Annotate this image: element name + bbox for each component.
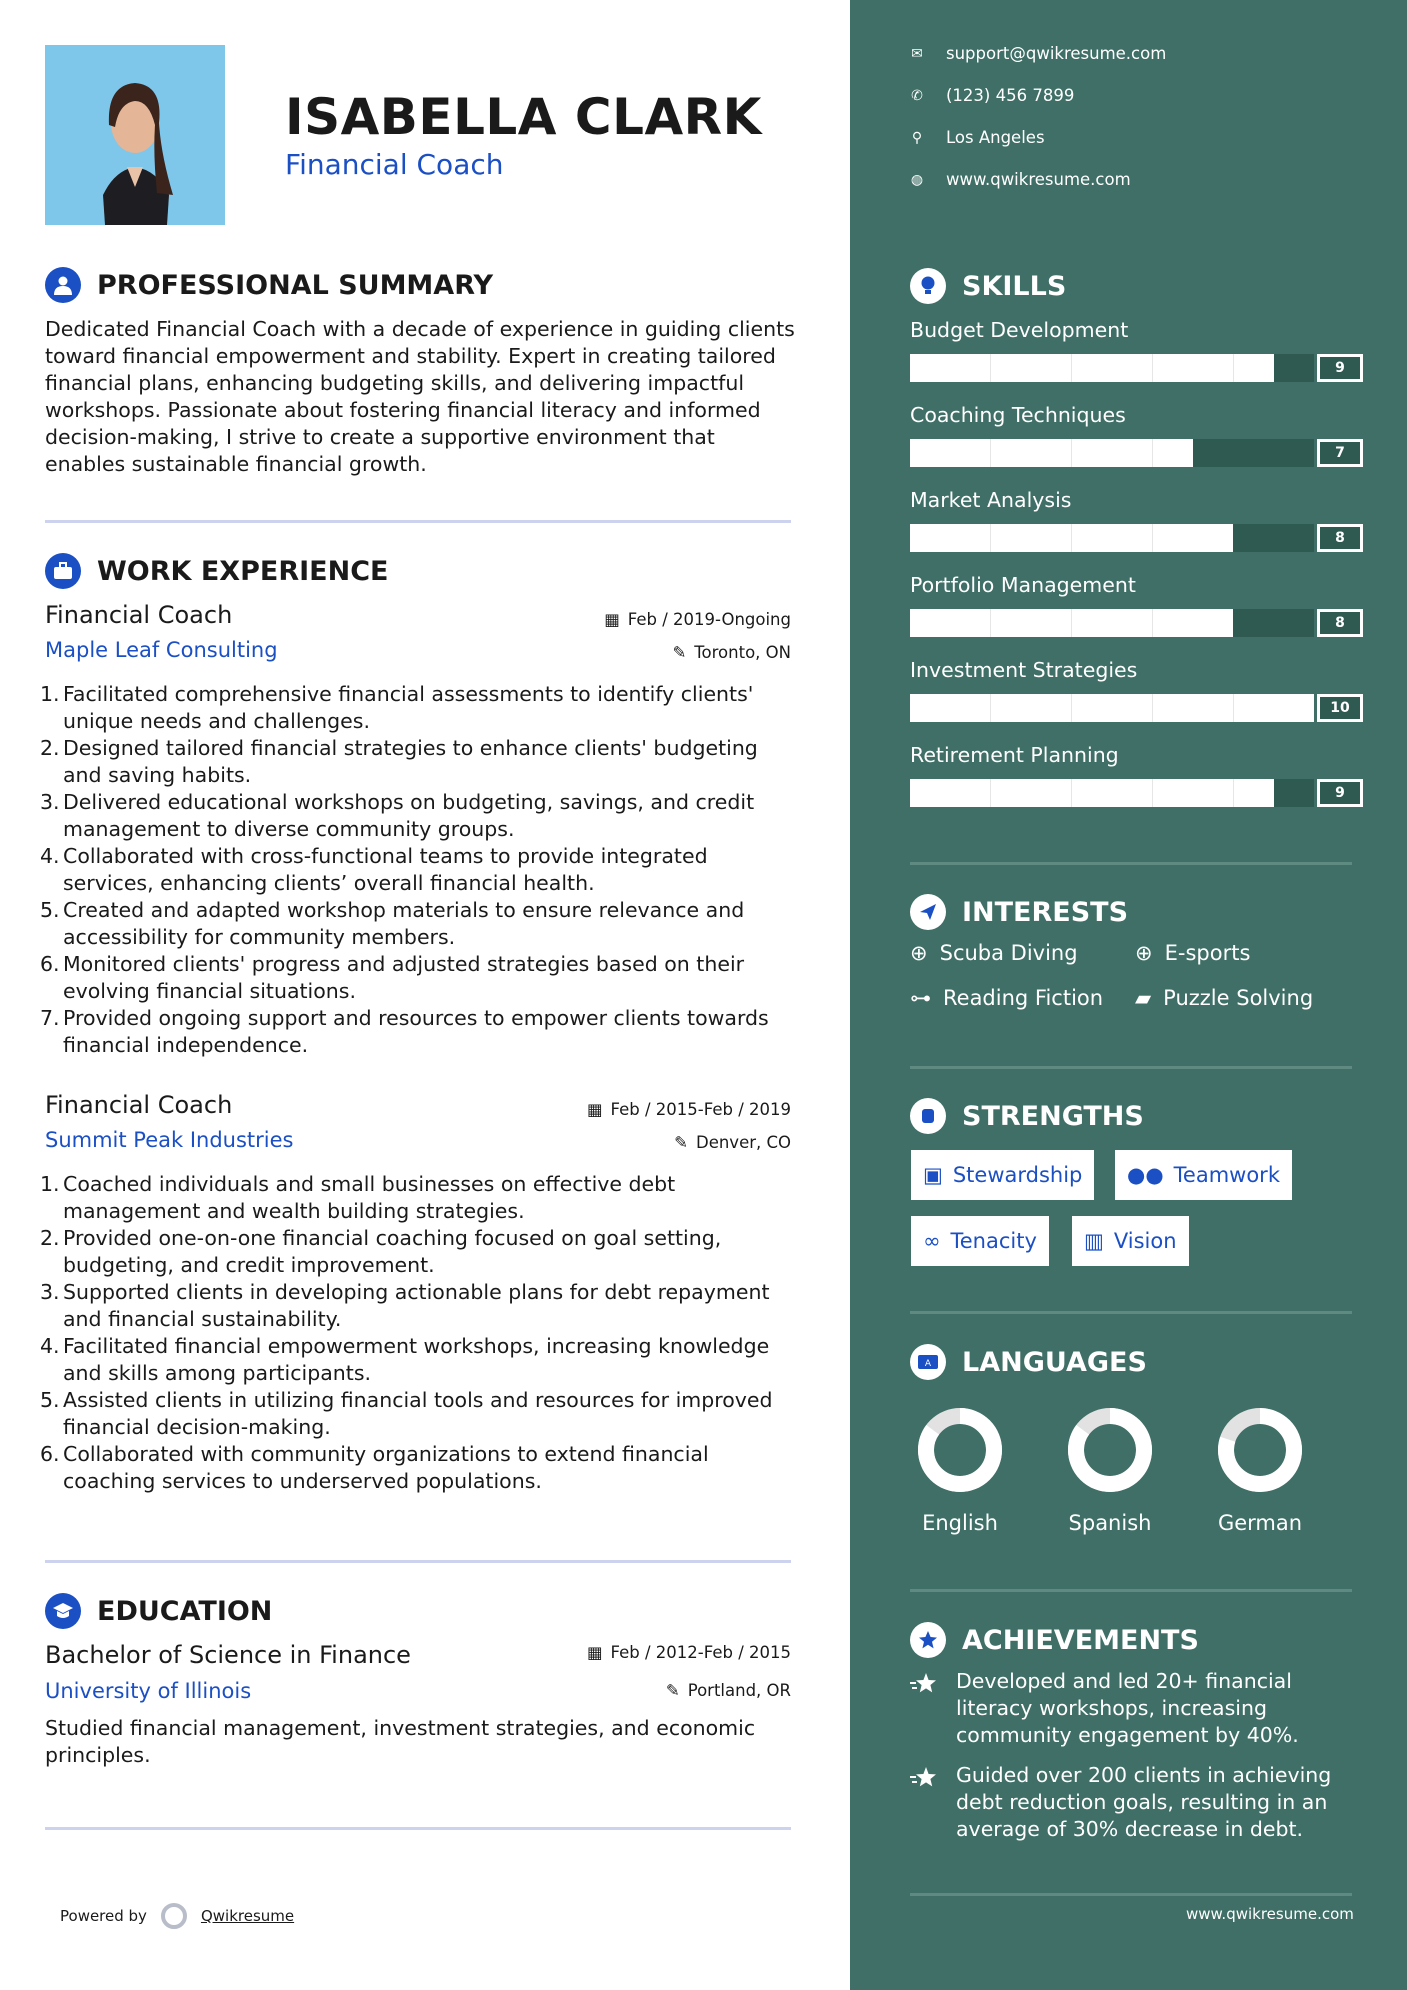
language-donut — [1215, 1405, 1305, 1495]
list-item: Assisted clients in utilizing financial tools and resources for improved financial decision-making. — [63, 1388, 773, 1439]
lightbulb-icon — [910, 268, 946, 304]
star-badge-icon — [910, 1622, 946, 1658]
skills-header — [910, 268, 1066, 304]
list-item: Coached individuals and small businesses on effective debt management and wealth building strategies. — [63, 1172, 676, 1223]
life-ring-icon: ⊕ — [910, 941, 928, 965]
list-item: Facilitated comprehensive financial assessments to identify clients' unique needs and challenges. — [63, 682, 754, 733]
skill-score: 10 — [1317, 694, 1363, 722]
job-duties — [45, 681, 795, 1059]
skill-name: Market Analysis — [910, 488, 1072, 512]
language-donut — [915, 1405, 1005, 1495]
education-header — [45, 1593, 272, 1629]
divider — [910, 1893, 1352, 1896]
achievements-header — [910, 1622, 1199, 1658]
strengths-heading: STRENGTHS — [962, 1100, 1144, 1132]
skill-name: Budget Development — [910, 318, 1129, 342]
job-company: Summit Peak Industries — [45, 1128, 294, 1152]
map-marker-icon: ⚲ — [911, 129, 923, 146]
pin-icon: ✎ — [665, 1681, 680, 1700]
summary-heading: PROFESSIONAL SUMMARY — [97, 269, 494, 301]
graduation-icon — [45, 1593, 81, 1629]
interest-item: ▰ Puzzle Solving — [1135, 986, 1314, 1010]
skill-score: 9 — [1317, 354, 1363, 382]
list-item: Monitored clients' progress and adjusted strategies based on their evolving financial situations. — [63, 952, 745, 1003]
contact-location — [910, 128, 1045, 147]
education-heading: EDUCATION — [97, 1595, 273, 1627]
powered-by-label: Powered by — [60, 1907, 147, 1925]
contact-phone[interactable] — [910, 86, 1074, 105]
sidebar — [850, 0, 1407, 1990]
pin-icon: ✎ — [672, 643, 687, 662]
job-company: Maple Leaf Consulting — [45, 638, 278, 662]
job-location: ✎ Toronto, ON — [672, 643, 791, 662]
summary-text: Dedicated Financial Coach with a decade of experience in guiding clients toward financial empowerment and stability. Expert in creating tailored financial plans, enhancing budgeting skills, and delivering impactful workshops. Passionate about fostering financial literacy and informed decision-making, I strive to create a supportive environment that enables sustainable financial growth. — [45, 317, 795, 476]
divider — [45, 1827, 791, 1830]
list-item: Provided one-on-one financial coaching focused on goal setting, budgeting, and credit improvement. — [63, 1226, 722, 1277]
skill-name: Investment Strategies — [910, 658, 1138, 682]
calendar-icon: ▦ — [586, 1643, 603, 1662]
phone-text: (123) 456 7899 — [946, 86, 1075, 105]
profile-photo — [45, 45, 225, 225]
interests-heading: INTERESTS — [962, 896, 1129, 928]
calendar-icon: ▦ — [586, 1100, 603, 1119]
brand-link[interactable]: Qwikresume — [200, 1907, 295, 1925]
skill-name: Portfolio Management — [910, 573, 1136, 597]
skills-heading: SKILLS — [962, 270, 1067, 302]
briefcase-icon — [45, 553, 81, 589]
candidate-title: Financial Coach — [285, 148, 504, 181]
user-icon — [45, 267, 81, 303]
skill-bar — [910, 694, 1314, 722]
book-icon: ▰ — [1135, 986, 1152, 1010]
users-icon: ●● — [1127, 1163, 1164, 1187]
strength-tag: ●● Teamwork — [1115, 1150, 1292, 1200]
list-item: Delivered educational workshops on budgeting, savings, and credit management to diverse community groups. — [63, 790, 755, 841]
achievement-item: Guided over 200 clients in achieving debt reduction goals, resulting in an average of 30% decrease in debt. — [910, 1762, 1360, 1843]
binoculars-icon: ▥ — [1084, 1229, 1104, 1253]
job-duties — [45, 1171, 795, 1495]
job-location: ✎ Denver, CO — [674, 1133, 791, 1152]
list-item: Designed tailored financial strategies to enhance clients' budgeting and saving habits. — [63, 736, 758, 787]
star-icon — [910, 1668, 940, 1749]
interest-item: ⊕ Scuba Diving — [910, 941, 1078, 965]
job-dates: ▦ Feb / 2019-Ongoing — [604, 610, 791, 629]
achievement-item: Developed and led 20+ financial literacy workshops, increasing community engagement by 40%. — [910, 1668, 1360, 1749]
contact-email[interactable] — [910, 44, 1166, 63]
link-icon: ∞ — [923, 1229, 941, 1253]
languages-header — [910, 1344, 1147, 1380]
fist-icon — [910, 1098, 946, 1134]
divider — [910, 862, 1352, 865]
skill-score: 8 — [1317, 524, 1363, 552]
location-text: Los Angeles — [946, 128, 1045, 147]
skill-bar — [910, 779, 1314, 807]
skill-bar — [910, 354, 1314, 382]
language-icon — [910, 1344, 946, 1380]
interest-item: ⊶ Reading Fiction — [910, 986, 1104, 1010]
skill-bar-fill — [910, 354, 1274, 382]
list-item: Supported clients in developing actionable plans for debt repayment and financial sustainability. — [63, 1280, 770, 1331]
strengths-header — [910, 1098, 1144, 1134]
achievements-heading: ACHIEVEMENTS — [962, 1624, 1199, 1656]
divider — [910, 1066, 1352, 1069]
skill-bar-fill — [910, 609, 1233, 637]
job-dates: ▦ Feb / 2015-Feb / 2019 — [586, 1100, 791, 1119]
svg-text:A: A — [924, 1359, 932, 1369]
star-icon — [910, 1762, 940, 1843]
education-location: ✎ Portland, OR — [665, 1681, 791, 1700]
strength-tag: ▣ Stewardship — [911, 1150, 1094, 1200]
list-item: Collaborated with cross-functional teams to provide integrated services, enhancing clients’ overall financial health. — [63, 844, 708, 895]
language-donut — [1065, 1405, 1155, 1495]
language-name: German — [1217, 1511, 1303, 1535]
gamepad-icon: ⊶ — [910, 986, 931, 1010]
email-text: support@qwikresume.com — [946, 44, 1167, 63]
language-item — [1195, 1405, 1325, 1535]
website-text: www.qwikresume.com — [946, 170, 1131, 189]
experience-heading: WORK EXPERIENCE — [97, 555, 389, 587]
skill-bar — [910, 524, 1314, 552]
skill-name: Coaching Techniques — [910, 403, 1126, 427]
powered-by — [60, 1903, 294, 1929]
footer-url[interactable]: www.qwikresume.com — [1186, 1905, 1354, 1923]
skill-score: 9 — [1317, 779, 1363, 807]
contact-website[interactable] — [910, 170, 1131, 189]
list-item: Facilitated financial empowerment workshops, increasing knowledge and skills among participants. — [63, 1334, 770, 1385]
calendar-icon: ▦ — [604, 610, 620, 629]
list-item: Provided ongoing support and resources to empower clients towards financial independence. — [63, 1006, 769, 1057]
strength-tag: ∞ Tenacity — [911, 1216, 1049, 1266]
skill-bar-fill — [910, 524, 1233, 552]
skill-bar — [910, 439, 1314, 467]
interest-item: ⊕ E-sports — [1135, 941, 1251, 965]
paper-plane-icon — [910, 894, 946, 930]
education-dates: ▦ Feb / 2012-Feb / 2015 — [586, 1643, 791, 1662]
skill-bar-fill — [910, 439, 1193, 467]
degree: Bachelor of Science in Finance — [45, 1641, 411, 1669]
language-name: English — [922, 1511, 998, 1535]
job-title: Financial Coach — [45, 1091, 233, 1119]
experience-header — [45, 553, 388, 589]
language-item — [1045, 1405, 1175, 1535]
qwikresume-logo-icon — [161, 1903, 187, 1929]
phone-icon: ✆ — [911, 87, 923, 104]
summary-header — [45, 267, 493, 303]
language-item — [895, 1405, 1025, 1535]
skill-name: Retirement Planning — [910, 743, 1119, 767]
divider — [45, 520, 791, 523]
language-name: Spanish — [1068, 1511, 1152, 1535]
divider — [910, 1311, 1352, 1314]
skill-bar-fill — [910, 779, 1274, 807]
strength-tag: ▥ Vision — [1072, 1216, 1189, 1266]
languages-heading: LANGUAGES — [962, 1346, 1147, 1378]
pin-icon: ✎ — [674, 1133, 688, 1152]
envelope-icon: ✉ — [911, 45, 923, 62]
briefcase-icon: ▣ — [923, 1163, 943, 1187]
education-description: Studied financial management, investment strategies, and economic principles. — [45, 1716, 756, 1767]
candidate-name: ISABELLA CLARK — [285, 88, 762, 146]
interests-header — [910, 894, 1128, 930]
life-ring-icon: ⊕ — [1135, 941, 1153, 965]
divider — [910, 1589, 1352, 1592]
job-title: Financial Coach — [45, 601, 233, 629]
globe-icon: ◍ — [910, 171, 924, 188]
skill-bar-fill — [910, 694, 1314, 722]
skill-bar — [910, 609, 1314, 637]
divider — [45, 1560, 791, 1563]
skill-score: 8 — [1317, 609, 1363, 637]
school: University of Illinois — [45, 1679, 252, 1703]
skill-score: 7 — [1317, 439, 1363, 467]
list-item: Collaborated with community organizations to extend financial coaching services to underserved populations. — [63, 1442, 709, 1493]
list-item: Created and adapted workshop materials to ensure relevance and accessibility for community members. — [63, 898, 745, 949]
